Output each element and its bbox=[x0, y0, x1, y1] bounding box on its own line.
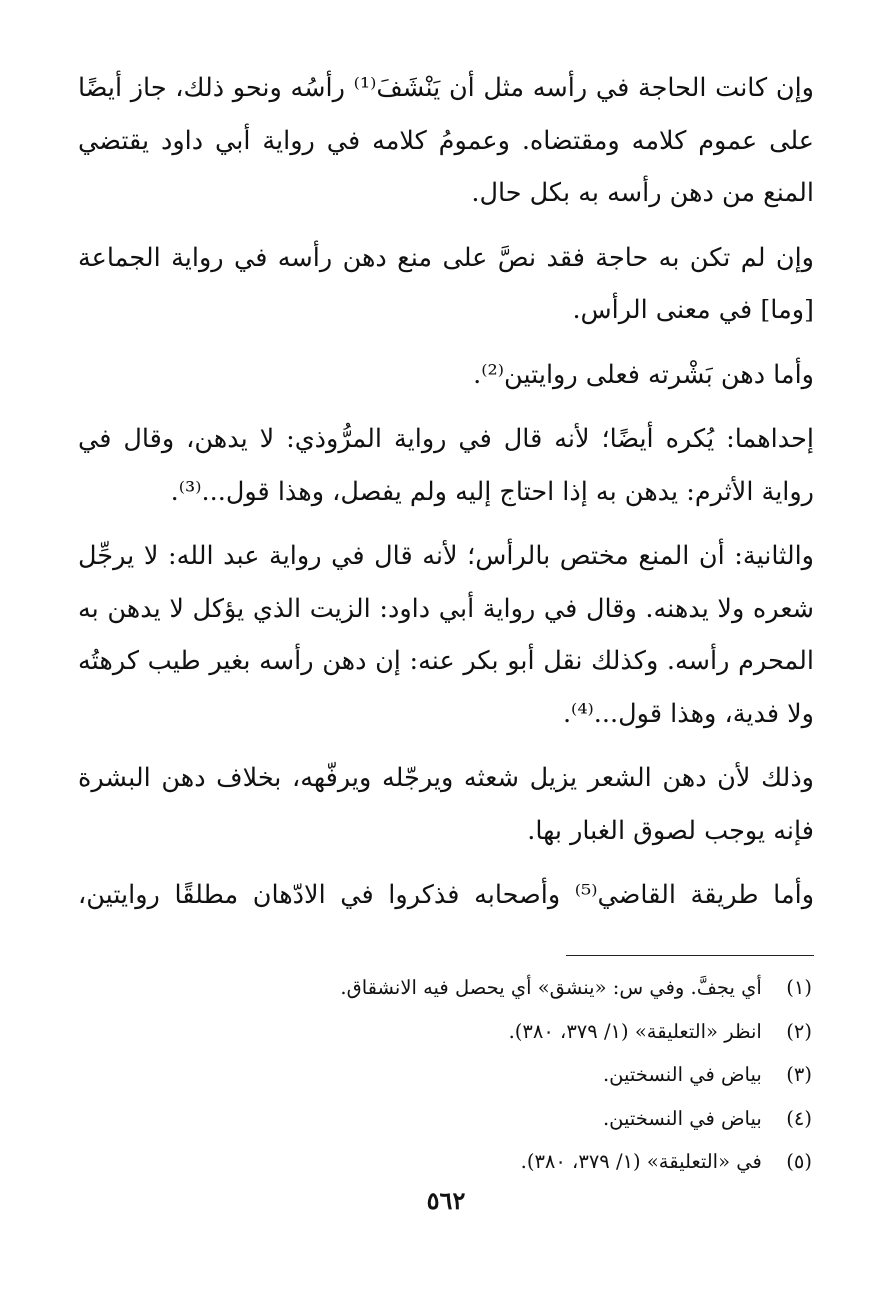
footnote bbox=[300, 1053, 812, 1097]
footnote-text: بياض في النسختين. bbox=[602, 1063, 762, 1086]
footnote bbox=[300, 1140, 812, 1184]
paragraph: إحداهما: يُكره أيضًا؛ لأنه قال في رواية المرُّوذي: لا يدهن، وقال في رواية الأثرم: يدهن به إذا احتاج إليه ولم يفصل، وهذا قول...⁽³⁾. bbox=[78, 424, 814, 507]
footnotes bbox=[300, 966, 812, 1184]
footnote-number: (١) bbox=[786, 976, 812, 999]
footnote-text: في «التعليقة» (١/ ٣٧٩، ٣٨٠). bbox=[520, 1150, 762, 1173]
footnote bbox=[300, 966, 812, 1010]
paragraph: وأما دهن بَشْرته فعلى روايتين⁽²⁾. bbox=[473, 359, 814, 390]
footnote-number: (٣) bbox=[786, 1063, 812, 1086]
footnote-number: (٤) bbox=[786, 1106, 812, 1130]
main-text bbox=[78, 62, 814, 934]
paragraph: وإن لم تكن به حاجة فقد نصَّ على منع دهن رأسه في رواية الجماعة [وما] في معنى الرأس. bbox=[78, 242, 814, 325]
footnote-separator bbox=[566, 955, 814, 956]
paragraph: وإن كانت الحاجة في رأسه مثل أن يَنْشَفَ⁽¹⁾ رأسُه ونحو ذلك، جاز أيضًا على عموم كلامه ومقتضاه. وعمومُ كلامه في رواية أبي داود يقتضي المنع من دهن رأسه به بكل حال. bbox=[78, 73, 814, 208]
footnote bbox=[300, 1097, 812, 1141]
footnote-number: (٥) bbox=[786, 1150, 812, 1173]
footnote-text: انظر «التعليقة» (١/ ٣٧٩، ٣٨٠). bbox=[508, 1019, 762, 1043]
paragraph: وذلك لأن دهن الشعر يزيل شعثه ويرجّله ويرفّهه، بخلاف دهن البشرة فإنه يوجب لصوق الغبار بها. bbox=[78, 763, 814, 846]
paragraph: والثانية: أن المنع مختص بالرأس؛ لأنه قال في رواية عبد الله: لا يرجِّل شعره ولا يدهنه. وقال في رواية أبي داود: الزيت الذي يؤكل لا يدهن به المحرم رأسه. وكذلك نقل أبو بكر عنه: إن دهن رأسه بغير طيب كرهتُه ولا فدية، وهذا قول...⁽⁴⁾. bbox=[78, 541, 814, 729]
paragraph: وأما طريقة القاضي⁽⁵⁾ وأصحابه فذكروا في الادّهان مطلقًا روايتين، bbox=[78, 880, 815, 910]
footnote-text: أي يجفَّ. وفي س: «ينشق» أي يحصل فيه الانشقاق. bbox=[340, 976, 762, 999]
page-number: ٥٦٢ bbox=[426, 1186, 466, 1215]
footnote-number: (٢) bbox=[786, 1019, 812, 1043]
footnote bbox=[300, 1010, 812, 1054]
footnote-text: بياض في النسختين. bbox=[602, 1106, 762, 1130]
